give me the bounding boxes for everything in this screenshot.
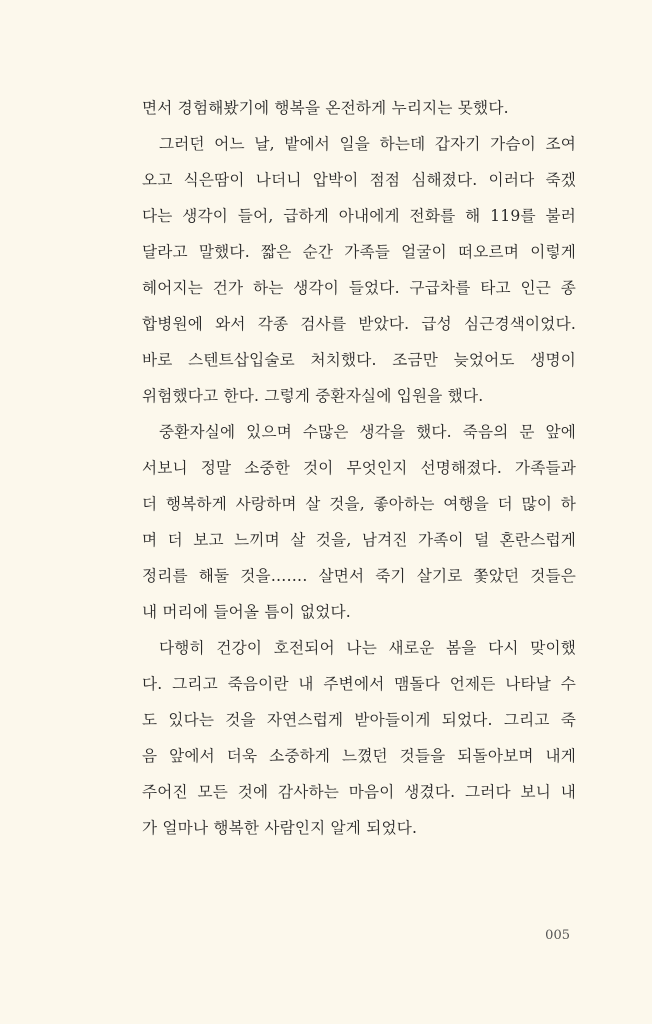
text-line: 다행히 건강이 호전되어 나는 새로운 봄을 다시 맞이했	[159, 639, 576, 657]
text-line: 주어진 모든 것에 감사하는 마음이 생겼다. 그러다 보니 내	[142, 783, 576, 801]
text-line: 더 행복하게 사랑하며 살 것을, 좋아하는 여행을 더 많이 하	[142, 495, 576, 513]
text-line: 위험했다고 한다. 그렇게 중환자실에 입원을 했다.	[142, 387, 484, 405]
text-line: 음 앞에서 더욱 소중하게 느꼈던 것들을 되돌아보며 내게	[142, 747, 576, 765]
text-line: 합병원에 와서 각종 검사를 받았다. 급성 심근경색이었다.	[142, 315, 576, 333]
text-line: 다. 그리고 죽음이란 내 주변에서 맴돌다 언제든 나타날 수	[142, 675, 576, 693]
text-line: 도 있다는 것을 자연스럽게 받아들이게 되었다. 그리고 죽	[142, 711, 576, 729]
text-line: 정리를 해둘 것을……. 살면서 죽기 살기로 쫓았던 것들은	[142, 567, 576, 585]
text-line: 그러던 어느 날, 밭에서 일을 하는데 갑자기 가슴이 조여	[159, 135, 576, 153]
text-line: 중환자실에 있으며 수많은 생각을 했다. 죽음의 문 앞에	[159, 423, 576, 441]
text-line: 내 머리에 들어올 틈이 없었다.	[142, 603, 351, 621]
text-line: 면서 경험해봤기에 행복을 온전하게 누리지는 못했다.	[142, 99, 509, 117]
body-text	[142, 90, 576, 846]
text-line: 바로 스텐트삽입술로 처치했다. 조금만 늦었어도 생명이	[142, 351, 576, 369]
text-line: 가 얼마나 행복한 사람인지 알게 되었다.	[142, 819, 418, 837]
page-number: 005	[545, 928, 570, 943]
text-line: 헤어지는 건가 하는 생각이 들었다. 구급차를 타고 인근 종	[142, 279, 576, 297]
text-line: 다는 생각이 들어, 급하게 아내에게 전화를 해 119를 불러	[142, 207, 576, 225]
text-line: 달라고 말했다. 짧은 순간 가족들 얼굴이 떠오르며 이렇게	[142, 243, 576, 261]
text-line: 오고 식은땀이 나더니 압박이 점점 심해졌다. 이러다 죽겠	[142, 171, 576, 189]
text-line: 서보니 정말 소중한 것이 무엇인지 선명해졌다. 가족들과	[142, 459, 576, 477]
text-line: 며 더 보고 느끼며 살 것을, 남겨진 가족이 덜 혼란스럽게	[142, 531, 576, 549]
